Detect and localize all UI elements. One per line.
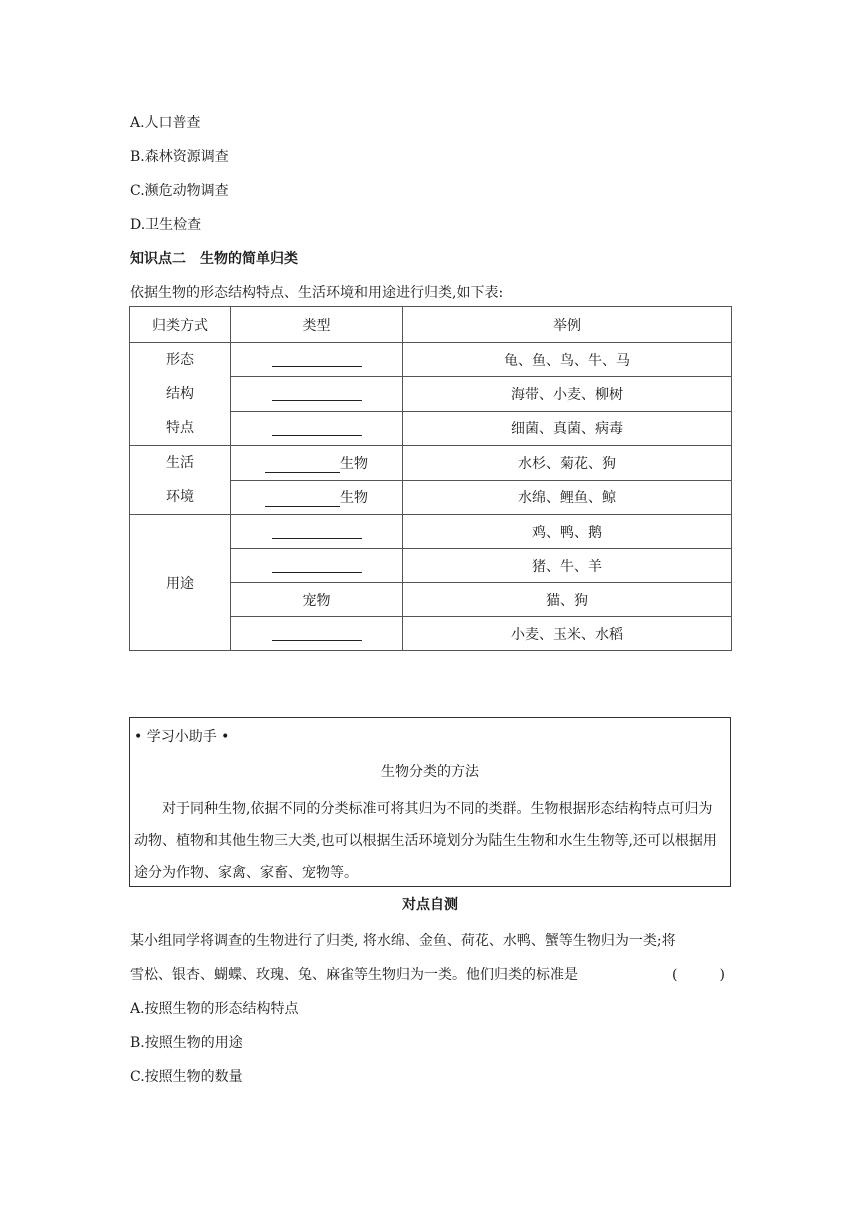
table-row: [130, 446, 732, 481]
option-a: A.人口普查: [130, 115, 201, 131]
helper-title: 生物分类的方法: [381, 764, 479, 780]
section-intro: 依据生物的形态结构特点、生活环境和用途进行归类,如下表:: [130, 285, 504, 301]
type-cell: [231, 343, 403, 377]
example-cell: 龟、鱼、鸟、牛、马: [403, 343, 732, 377]
example-cell: 小麦、玉米、水稻: [403, 617, 732, 651]
option-b: B.森林资源调查: [130, 149, 229, 165]
table-header-row: [130, 307, 732, 343]
answer-bracket: ( ): [672, 967, 725, 983]
example-cell: 细菌、真菌、病毒: [403, 411, 732, 445]
table-row: [130, 515, 732, 549]
category-use: 用途: [130, 515, 231, 651]
question-line-1: 某小组同学将调查的生物进行了归类, 将水绵、金鱼、荷花、水鸭、蟹等生物归为一类;将: [130, 933, 676, 949]
type-cell: [231, 411, 403, 445]
fill-blank[interactable]: [265, 492, 340, 507]
fill-blank[interactable]: [272, 558, 362, 573]
type-cell: [231, 446, 403, 481]
header-method: 归类方式: [130, 307, 231, 343]
type-cell: [231, 617, 403, 651]
test-title: 对点自测: [402, 897, 458, 913]
type-cell: [231, 515, 403, 549]
fill-blank[interactable]: [272, 352, 362, 367]
fill-blank[interactable]: [265, 458, 340, 473]
category-environment: 生活 环境: [130, 446, 231, 515]
option-c: C.濒危动物调查: [130, 183, 229, 199]
test-option-b: B.按照生物的用途: [130, 1035, 243, 1051]
example-cell: 海带、小麦、柳树: [403, 377, 732, 411]
fill-blank[interactable]: [272, 386, 362, 401]
header-type: 类型: [231, 307, 403, 343]
example-cell: 猫、狗: [403, 583, 732, 617]
helper-body: 对于同种生物,依据不同的分类标准可将其归为不同的类群。生物根据形态结构特点可归为动物、植物和其他生物三大类,也可以根据生活环境划分为陆生生物和水生生物等,还可以根据用途分为作物、家禽、家畜、宠物等。: [134, 801, 717, 881]
helper-header: • 学习小助手 •: [134, 729, 230, 745]
type-cell: [231, 480, 403, 515]
type-suffix: 生物: [340, 455, 368, 472]
type-suffix: 生物: [340, 490, 368, 507]
example-cell: 猪、牛、羊: [403, 549, 732, 583]
test-option-a: A.按照生物的形态结构特点: [130, 1001, 299, 1017]
section-title: 知识点二 生物的简单归类: [130, 251, 298, 267]
fill-blank[interactable]: [272, 626, 362, 641]
type-cell: [231, 377, 403, 411]
table-row: [130, 343, 732, 377]
study-helper-box: [129, 717, 731, 887]
test-option-c: C.按照生物的数量: [130, 1069, 243, 1085]
type-cell-pet: 宠物: [231, 583, 403, 617]
fill-blank[interactable]: [272, 524, 362, 539]
category-form: 形态 结构 特点: [130, 343, 231, 446]
example-cell: 水杉、菊花、狗: [403, 446, 732, 481]
example-cell: 鸡、鸭、鹅: [403, 515, 732, 549]
question-line-2: 雪松、银杏、蝴蝶、玫瑰、兔、麻雀等生物归为一类。他们归类的标准是: [130, 967, 578, 983]
classification-table: [129, 306, 732, 651]
option-d: D.卫生检查: [130, 217, 202, 233]
fill-blank[interactable]: [272, 421, 362, 436]
example-cell: 水绵、鲤鱼、鲸: [403, 480, 732, 515]
type-cell: [231, 549, 403, 583]
header-example: 举例: [403, 307, 732, 343]
